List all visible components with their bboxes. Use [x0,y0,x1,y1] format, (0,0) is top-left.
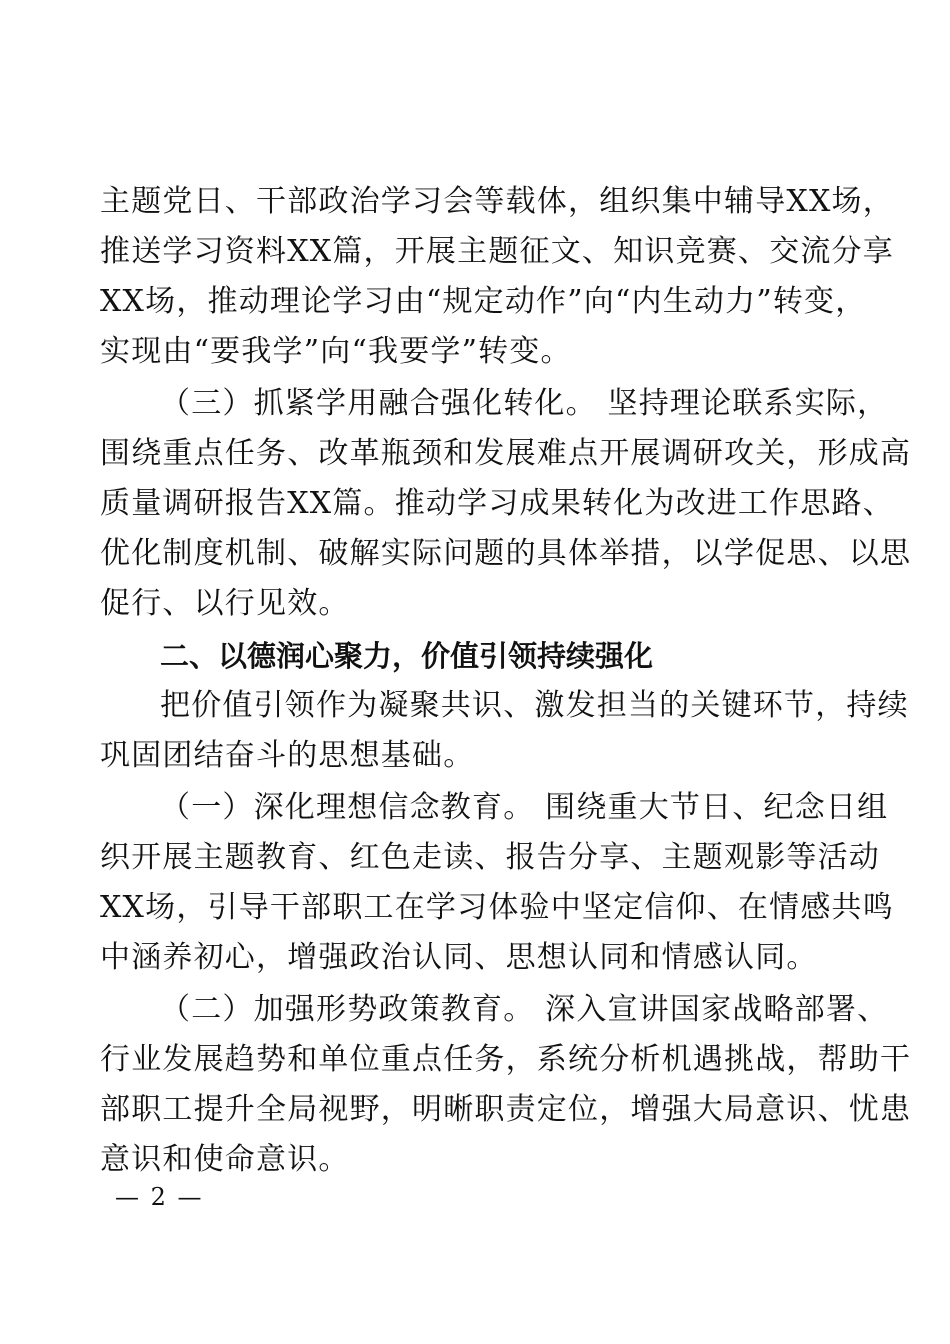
body-text-line: 促行、以行见效。 [100,586,350,621]
body-text-line: 优化制度机制、破解实际问题的具体举措，以学促思、以思 [100,536,912,571]
body-text-line: 行业发展趋势和单位重点任务，系统分析机遇挑战，帮助干 [100,1042,912,1077]
section-heading: 二、以德润心聚力，价值引领持续强化 [160,639,654,673]
body-text-line: 中涵养初心，增强政治认同、思想认同和情感认同。 [100,940,818,975]
body-text-line: 围绕重点任务、改革瓶颈和发展难点开展调研攻关，形成高 [100,436,912,471]
subsection-heading-line: （三）抓紧学用融合强化转化。 坚持理论联系实际， [160,386,889,421]
page-number: — 2 — [115,1183,204,1211]
body-text-line: 把价值引领作为凝聚共识、激发担当的关键环节，持续 [160,688,909,723]
body-text-line: 主题党日、干部政治学习会等载体，组织集中辅导XX场， [100,184,894,219]
body-text-line: 巩固团结奋斗的思想基础。 [100,738,475,773]
body-text-line: 实现由“要我学”向“我要学”转变。 [100,334,572,369]
body-text-line: 部职工提升全局视野，明晰职责定位，增强大局意识、忧患 [100,1092,912,1127]
body-text-line: 推送学习资料XX篇，开展主题征文、知识竞赛、交流分享 [100,234,894,269]
body-text-line: XX场，引导干部职工在学习体验中坚定信仰、在情感共鸣 [100,890,894,925]
body-text-line: XX场，推动理论学习由“规定动作”向“内生动力”转变， [100,284,867,319]
body-text-line: 质量调研报告XX篇。推动学习成果转化为改进工作思路、 [100,486,894,521]
body-text-line: 意识和使命意识。 [100,1142,350,1177]
subsection-heading-line: （二）加强形势政策教育。 深入宣讲国家战略部署、 [160,992,889,1027]
subsection-heading-line: （一）深化理想信念教育。 围绕重大节日、纪念日组 [160,790,889,825]
body-text-line: 织开展主题教育、红色走读、报告分享、主题观影等活动 [100,840,880,875]
